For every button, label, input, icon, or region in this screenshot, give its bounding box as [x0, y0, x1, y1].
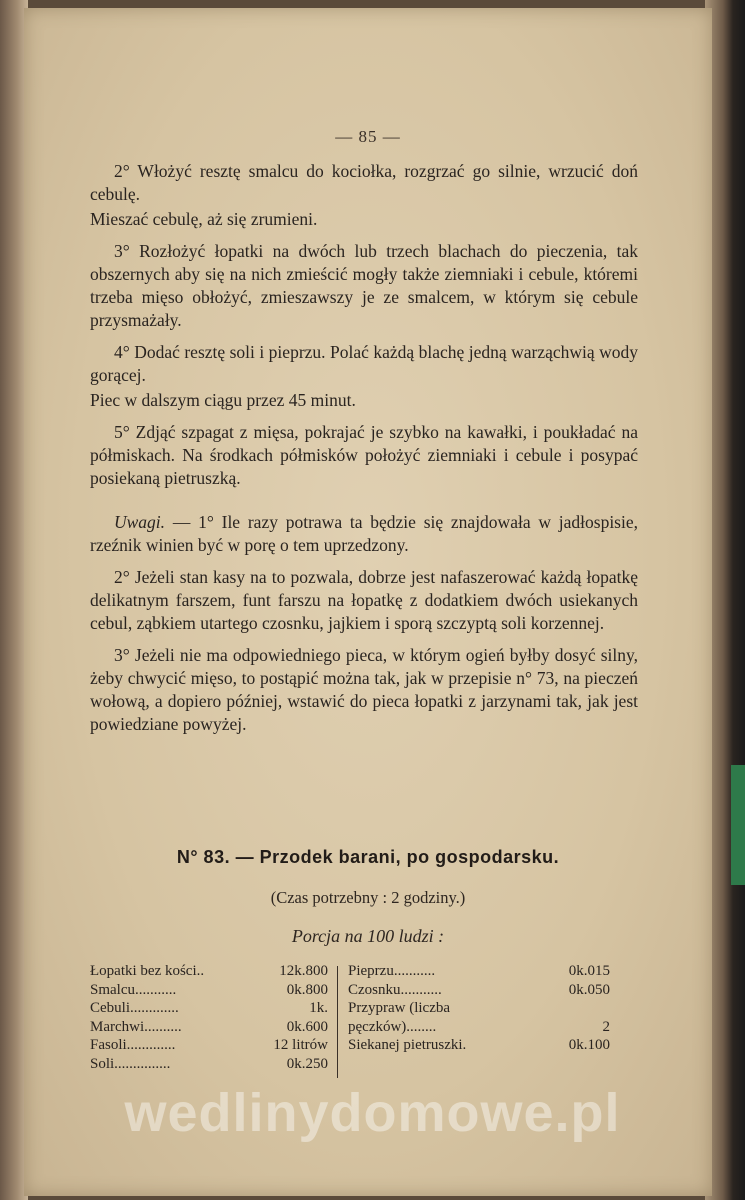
ingredient-qty: 0k.050	[568, 981, 610, 998]
ingredients-table	[90, 962, 610, 1080]
ingredient-qty: 0k.250	[286, 1055, 328, 1072]
step-5: 5° Zdjąć szpagat z mięsa, pokrajać je szybko na kawałki, i poukładać na półmiskach. Na środkach półmisków położyć ziemniaki i cebule i posypać posiekaną pietruszką.	[90, 422, 638, 488]
ingredients-left-column	[90, 962, 328, 1074]
portions-heading: Porcja na 100 ludzi :	[291, 926, 445, 946]
ingredient-name: Siekanej pietruszki.	[348, 1037, 467, 1054]
ingredient-row	[348, 999, 610, 1018]
step-4: 4° Dodać resztę soli i pieprzu. Polać każdą blachę jedną warząchwią wody gorącej.	[90, 342, 638, 385]
note-1	[90, 511, 638, 557]
column-divider	[337, 966, 338, 1078]
watermark: wedlinydomowe.pl	[124, 1083, 621, 1143]
ingredient-row	[348, 1036, 610, 1055]
ingredient-qty: 2	[602, 1018, 610, 1035]
ingredient-row	[348, 1018, 610, 1037]
ingredient-row	[90, 962, 328, 981]
recipe-title: N° 83. — Przodek barani, po gospodarsku.	[176, 847, 560, 867]
step-2-mix: Mieszać cebulę, aż się zrumieni.	[90, 209, 318, 229]
ingredients-right-column	[348, 962, 610, 1055]
notes-label: Uwagi.	[114, 512, 166, 532]
recipe-continuation	[90, 160, 638, 745]
book-page	[24, 8, 712, 1196]
ingredient-name: Pieprzu...........	[348, 963, 436, 979]
ingredient-qty: 0k.015	[568, 963, 610, 979]
step-4-bake: Piec w dalszym ciągu przez 45 minut.	[90, 390, 356, 410]
ingredient-qty: 0k.600	[286, 1018, 328, 1035]
bookmark-tab	[731, 765, 745, 885]
time-required: (Czas potrzebny : 2 godziny.)	[270, 888, 466, 907]
ingredient-qty: 1k.	[309, 1000, 328, 1017]
ingredient-row	[90, 1036, 328, 1055]
ingredient-row	[348, 981, 610, 1000]
page-number: — 85 —	[335, 127, 401, 146]
ingredient-row	[90, 981, 328, 1000]
ingredient-qty: 12 litrów	[273, 1037, 328, 1054]
note-2: 2° Jeżeli stan kasy na to pozwala, dobrze jest nafaszerować każdą łopatkę delikatnym farszem, funt farszu na łopatkę z dodatkiem dwóch usiekanych cebul, ząbkiem utartego czosnku, jajkiem i sporą szczyptą soli korzennej.	[90, 567, 638, 633]
ingredient-qty: 0k.100	[568, 1037, 610, 1054]
note-3: 3° Jeżeli nie ma odpowiedniego pieca, w którym ogień byłby dosyć silny, żeby chwycić mięso, to postąpić można tak, jak w przepisie n° 73, na pieczeń wołową, a dopiero później, wstawić do pieca łopatki z jarzynami tak, jak jest powiedziane powyżej.	[90, 645, 638, 734]
ingredient-name: Czosnku...........	[348, 981, 442, 998]
note-1-text: — 1° Ile razy potrawa ta będzie się znajdowała w jadłospisie, rzeźnik winien być w porę o tem uprzedzony.	[90, 512, 638, 555]
ingredient-name: Fasoli.............	[90, 1037, 176, 1054]
ingredient-name: Cebuli.............	[90, 1000, 179, 1017]
ingredient-qty: 0k.800	[286, 981, 328, 998]
step-3: 3° Rozłożyć łopatki na dwóch lub trzech blachach do pieczenia, tak obszernych aby się na nich zmieścić mogły także ziemniaki i cebule, któremi trzeba mięso obłożyć, zmieszawszy je ze smalcem, w którym się cebule przysmażały.	[90, 241, 638, 330]
ingredient-row	[90, 999, 328, 1018]
ingredient-qty: 12k.800	[279, 963, 328, 979]
ingredient-name: Soli...............	[90, 1055, 171, 1072]
step-2: 2° Włożyć resztę smalcu do kociołka, rozgrzać go silnie, wrzucić doń cebulę.	[90, 161, 638, 204]
ingredient-row	[90, 1055, 328, 1074]
ingredient-name: Marchwi..........	[90, 1018, 182, 1035]
ingredient-name: pęczków)........	[348, 1018, 437, 1035]
ingredient-row	[348, 962, 610, 981]
ingredient-name: Łopatki bez kości..	[90, 963, 205, 979]
ingredient-name: Przypraw (liczba	[348, 1000, 451, 1017]
ingredient-row	[90, 1018, 328, 1037]
ingredient-name: Smalcu...........	[90, 981, 177, 998]
